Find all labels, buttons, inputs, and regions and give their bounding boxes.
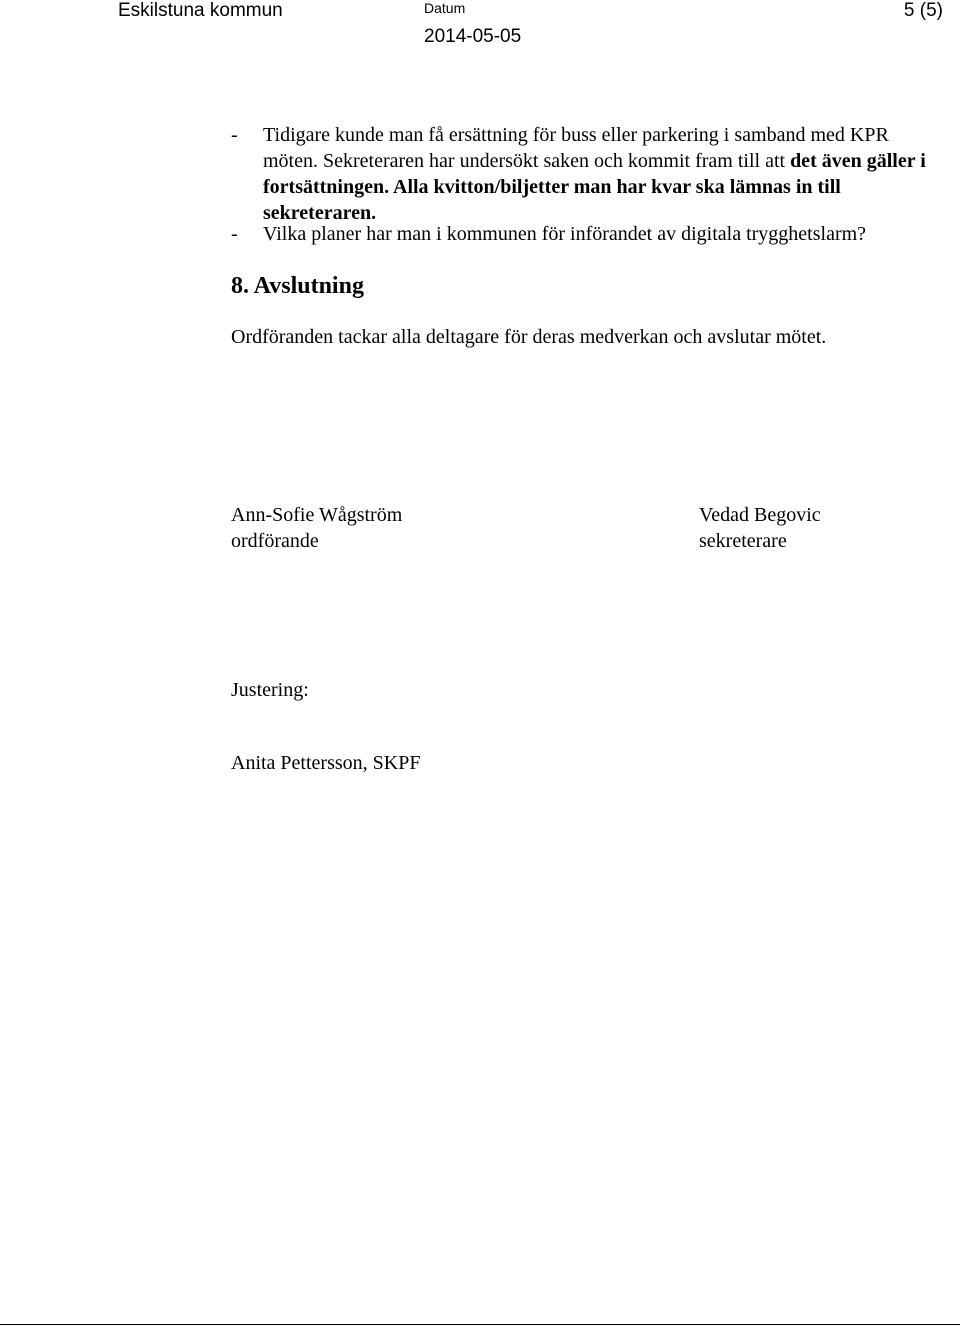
footer-divider <box>0 1324 960 1325</box>
signatory-name: Vedad Begovic <box>699 504 821 526</box>
list-bullet: - <box>231 124 238 146</box>
organization-name: Eskilstuna kommun <box>118 0 283 21</box>
date-value: 2014-05-05 <box>424 26 522 47</box>
list-item-text <box>263 122 943 226</box>
list-item-text: Vilka planer har man i kommunen för införandet av digitala trygghetslarm? <box>263 223 867 245</box>
closing-paragraph: Ordföranden tackar alla deltagare för deras medverkan och avslutar mötet. <box>231 326 827 348</box>
signatory-role: ordförande <box>231 530 319 552</box>
list-item-text-bold: det även gäller i fortsättningen. Alla kvitton/biljetter man har kvar ska lämnas in till sekreteraren. <box>263 150 926 224</box>
list-item-text-normal: Tidigare kunde man få ersättning för buss eller parkering i samband med KPR möten. Sekreteraren har undersökt saken och kommit fram till att <box>263 124 889 172</box>
signatory-name: Ann-Sofie Wågström <box>231 504 403 526</box>
list-bullet: - <box>231 223 238 245</box>
section-heading: 8. Avslutning <box>231 273 364 299</box>
signatory-role: sekreterare <box>699 530 787 552</box>
page-number: 5 (5) <box>903 0 943 21</box>
justering-label: Justering: <box>231 679 309 701</box>
date-label: Datum <box>424 0 466 16</box>
justering-name: Anita Pettersson, SKPF <box>231 752 421 774</box>
